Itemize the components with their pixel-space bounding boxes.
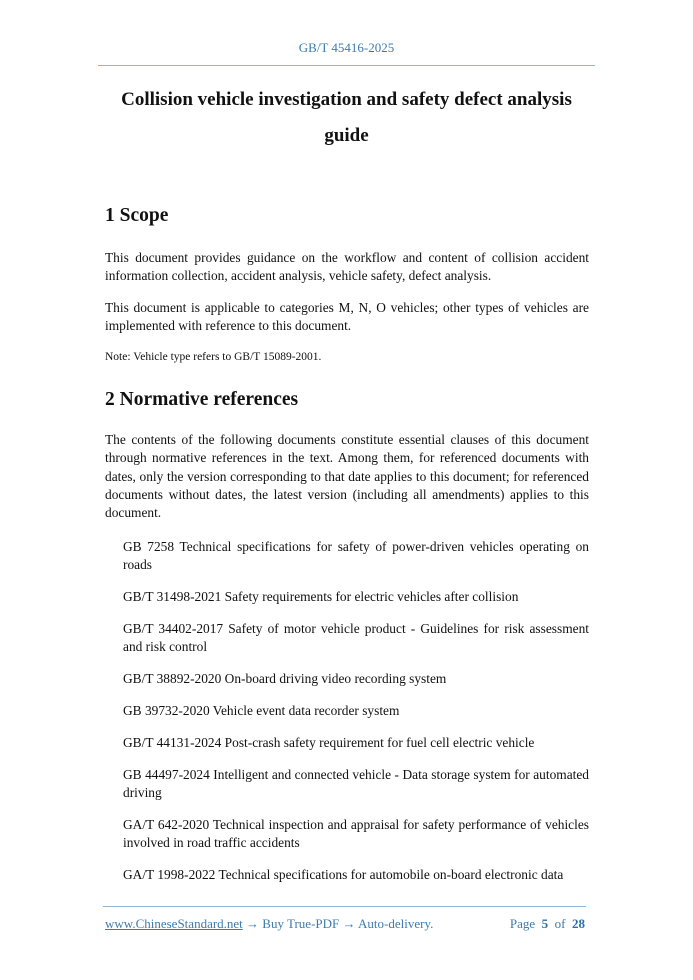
footer <box>105 916 585 932</box>
section-heading-scope: 1 Scope <box>105 205 169 226</box>
reference-item: GB 44497-2024 Intelligent and connected vehicle - Data storage system for automated driving <box>123 767 589 801</box>
reference-item: GB/T 31498-2021 Safety requirements for electric vehicles after collision <box>123 589 519 604</box>
page-indicator <box>510 916 585 932</box>
reference-item: GA/T 642-2020 Technical inspection and appraisal for safety performance of vehicles involved in road traffic accidents <box>123 817 589 851</box>
footer-left <box>105 916 433 932</box>
section-heading-normative-references: 2 Normative references <box>105 389 299 410</box>
footer-text: → Buy True-PDF → Auto-delivery. <box>242 916 434 931</box>
note: Note: Vehicle type refers to GB/T 15089-2001. <box>105 351 322 363</box>
header-divider <box>98 65 595 66</box>
reference-item: GB 7258 Technical specifications for safety of power-driven vehicles operating on roads <box>123 539 589 573</box>
document-title: Collision vehicle investigation and safety defect analysis guide <box>121 89 572 146</box>
page-label: Page <box>509 916 536 931</box>
reference-item: GB/T 38892-2020 On-board driving video recording system <box>123 671 447 686</box>
of-label: of <box>554 916 566 931</box>
reference-item: GA/T 1998-2022 Technical specifications for automobile on-board electronic data <box>123 867 564 882</box>
paragraph: This document is applicable to categories M, N, O vehicles; other types of vehicles are implemented with reference to this document. <box>105 300 589 334</box>
paragraph: The contents of the following documents constitute essential clauses of this document through normative references in the text. Among them, for referenced documents with dates, only the version corresponding to that date applies to this document; for referenced documents without dates, the latest version (including all amendments) applies to this document. <box>105 432 589 521</box>
paragraph: This document provides guidance on the workflow and content of collision accident information collection, accident analysis, vehicle safety, defect analysis. <box>105 250 589 284</box>
total-pages: 28 <box>572 916 585 931</box>
reference-item: GB 39732-2020 Vehicle event data recorder system <box>123 703 400 718</box>
header-doc-id: GB/T 45416-2025 <box>298 40 395 55</box>
footer-divider <box>103 906 586 907</box>
reference-item: GB/T 44131-2024 Post-crash safety requirement for fuel cell electric vehicle <box>123 735 535 750</box>
reference-item: GB/T 34402-2017 Safety of motor vehicle product - Guidelines for risk assessment and risk control <box>123 621 589 655</box>
page-number: 5 <box>541 916 549 931</box>
website-link[interactable]: www.ChineseStandard.net <box>105 916 243 931</box>
